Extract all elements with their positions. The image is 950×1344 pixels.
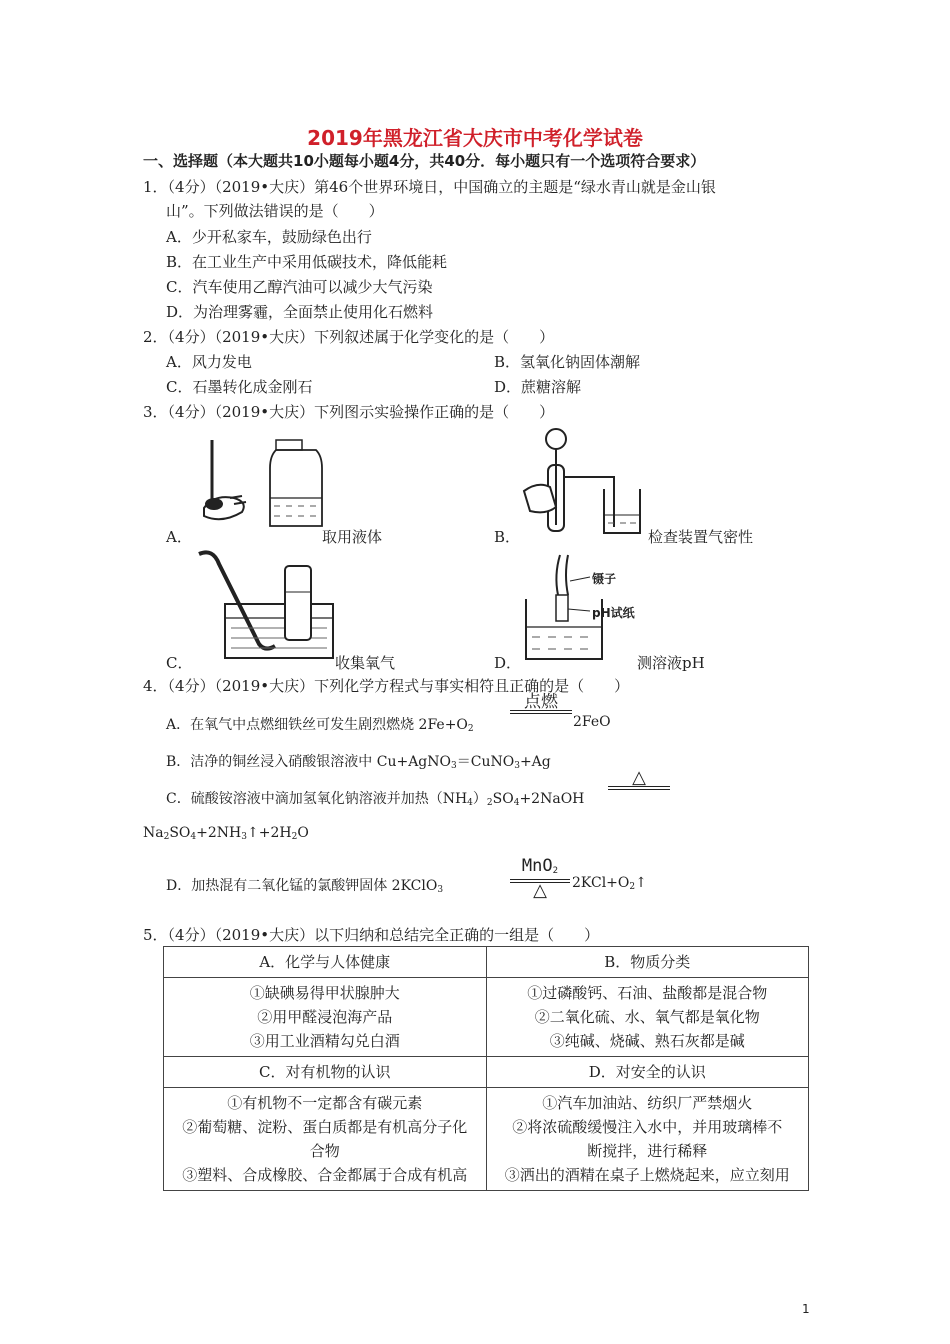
q5-header-a: A．化学与人体健康 bbox=[164, 947, 487, 978]
figure-a-dropper bbox=[190, 438, 325, 533]
q2-option-d: D．蔗糖溶解 bbox=[494, 378, 582, 396]
q1-option-a: A．少开私家车，鼓励绿色出行 bbox=[166, 228, 372, 246]
q3-option-a-letter: A． bbox=[166, 528, 192, 546]
figure-c-collect-oxygen bbox=[195, 548, 335, 663]
section-heading: 一、选择题（本大题共10小题每小题4分，共40分．每小题只有一个选项符合要求） bbox=[143, 152, 706, 170]
q5-cell-c: ①有机物不一定都含有碳元素 ②葡萄糖、淀粉、蛋白质都是有机高分子化 合物 ③塑料、合成橡胶、合金都属于合成有机高 bbox=[164, 1088, 487, 1191]
q2-option-c: C．石墨转化成金刚石 bbox=[166, 378, 313, 396]
q5-header-d: D．对安全的认识 bbox=[486, 1057, 809, 1088]
q5-cell-a: ①缺碘易得甲状腺肿大 ②用甲醛浸泡海产品 ③用工业酒精勾兑白酒 bbox=[164, 978, 487, 1057]
q4-c-products: $Na_2SO_4+2NH_3↑+2H_2O$ bbox=[143, 825, 309, 842]
q4-option-d: D．加热混有二氧化锰的氯酸钾固体 2KClO$_3$ bbox=[166, 878, 444, 895]
q1-stem-line1: 1．（4分）（2019•大庆）第46个世界环境日，中国确立的主题是“绿水青山就是金山银 bbox=[143, 178, 716, 196]
q3-d-label-ph-paper: pH试纸 bbox=[592, 606, 635, 620]
page-number: 1 bbox=[802, 1302, 810, 1316]
q1-stem-line2: 山”。下列做法错误的是（ ） bbox=[166, 202, 384, 220]
q4-d-product: $2KCl+O_2↑$ bbox=[572, 875, 647, 892]
page-title: 2019年黑龙江省大庆市中考化学试卷 bbox=[307, 126, 643, 150]
q3-option-c-caption: 收集氧气 bbox=[335, 654, 396, 672]
q5-summary-table bbox=[163, 946, 809, 1191]
q1-option-c: C．汽车使用乙醇汽油可以减少大气污染 bbox=[166, 278, 433, 296]
q5-header-b: B．物质分类 bbox=[486, 947, 809, 978]
q4-a-reaction-condition: 点燃 bbox=[510, 694, 572, 714]
q5-cell-b: ①过磷酸钙、石油、盐酸都是混合物 ②二氧化硫、水、氧气都是氧化物 ③纯碱、烧碱、熟石灰都是碱 bbox=[486, 978, 809, 1057]
q3-option-d-letter: D． bbox=[494, 654, 522, 672]
q3-option-a-caption: 取用液体 bbox=[322, 528, 383, 546]
q1-option-b: B．在工业生产中采用低碳技术，降低能耗 bbox=[166, 253, 448, 271]
q3-stem: 3．（4分）（2019•大庆）下列图示实验操作正确的是（ ） bbox=[143, 403, 555, 421]
q4-a-product: 2FeO bbox=[573, 714, 611, 730]
q5-header-c: C．对有机物的认识 bbox=[164, 1057, 487, 1088]
q3-d-label-tweezers: 镊子 bbox=[592, 572, 617, 586]
q3-option-d-caption: 测溶液pH bbox=[637, 654, 705, 672]
q4-option-a: A．在氧气中点燃细铁丝可发生剧烈燃烧 $2Fe+O_2$ bbox=[166, 717, 474, 734]
q2-option-b: B．氢氧化钠固体潮解 bbox=[494, 353, 641, 371]
q3-option-b-letter: B． bbox=[494, 528, 521, 546]
q3-option-c-letter: C． bbox=[166, 654, 193, 672]
q5-stem: 5．（4分）（2019•大庆）以下归纳和总结完全正确的一组是（ ） bbox=[143, 926, 600, 944]
figure-b-airtight-check bbox=[520, 425, 650, 537]
q4-c-reaction-condition: △ bbox=[608, 770, 670, 790]
q4-option-c: C．硫酸铵溶液中滴加氢氧化钠溶液并加热$(NH_4)_2SO_4+2NaOH$ bbox=[166, 791, 585, 808]
q3-option-b-caption: 检查装置气密性 bbox=[648, 528, 754, 546]
q4-stem: 4．（4分）（2019•大庆）下列化学方程式与事实相符且正确的是（ ） bbox=[143, 677, 630, 695]
q2-option-a: A．风力发电 bbox=[166, 353, 252, 371]
q5-cell-d: ①汽车加油站、纺织厂严禁烟火 ②将浓硫酸缓慢注入水中，并用玻璃棒不 断搅拌，进行稀释 ③洒出的酒精在桌子上燃烧起来，应立刻用 bbox=[486, 1088, 809, 1191]
q1-option-d: D．为治理雾霾，全面禁止使用化石燃料 bbox=[166, 303, 434, 321]
q2-stem: 2．（4分）（2019•大庆）下列叙述属于化学变化的是（ ） bbox=[143, 328, 555, 346]
q4-d-reaction-condition: MnO$_2$ △ bbox=[510, 858, 570, 899]
q4-option-b: B．洁净的铜丝浸入硝酸银溶液中 Cu+AgNO$_3$＝CuNO$_3$+Ag bbox=[166, 754, 551, 771]
